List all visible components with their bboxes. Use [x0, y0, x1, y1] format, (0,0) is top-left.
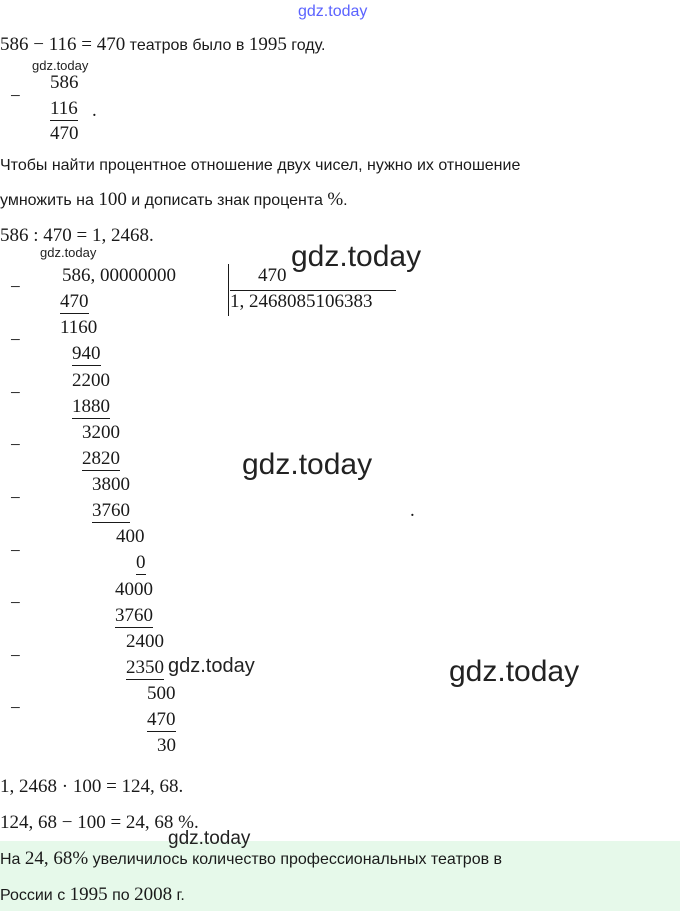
- division-divisor: 470: [258, 265, 287, 286]
- division-minus-sign: −: [10, 277, 21, 298]
- subtraction-minuend: 586: [50, 72, 79, 93]
- watermark-big-3: gdz.today: [449, 655, 580, 688]
- line1-year: 1995: [248, 34, 287, 55]
- watermark-big-2: gdz.today: [242, 448, 373, 481]
- division-minus-sign: −: [10, 698, 21, 719]
- division-step: 500: [147, 683, 176, 704]
- subtraction-result: 470: [50, 123, 79, 144]
- division-step: 400: [116, 526, 145, 547]
- division-vertical-bar: [228, 264, 229, 316]
- answer-year-start: 1995: [69, 884, 108, 905]
- division-minus-sign: −: [10, 435, 21, 456]
- division-step: 1880: [72, 396, 110, 417]
- watermark-top: gdz.today: [298, 3, 368, 20]
- answer-d: по: [107, 887, 135, 904]
- line1-text: театров было в: [125, 37, 249, 54]
- percent-explanation-line1: Чтобы найти процентное отношение двух чисел, нужно их отношение: [0, 157, 521, 174]
- watermark-small-1: gdz.today: [32, 58, 89, 73]
- division-step: 2350: [126, 657, 164, 678]
- division-minus-sign: −: [10, 593, 21, 614]
- division-step: 1160: [60, 317, 98, 338]
- division-step: 940: [72, 343, 101, 364]
- division-step: 3800: [92, 474, 130, 495]
- division-step: 2400: [126, 631, 164, 652]
- answer-line1: [0, 848, 502, 870]
- answer-c: России с: [0, 887, 70, 904]
- division-step: 2820: [82, 448, 120, 469]
- para-line2-number: 100: [98, 189, 127, 210]
- division-minus-sign: −: [10, 646, 21, 667]
- division-minus-sign: −: [10, 541, 21, 562]
- subtraction-minus-sign: −: [10, 86, 21, 107]
- watermark-small-2: gdz.today: [40, 245, 97, 260]
- answer-percent: 24, 68%: [24, 848, 89, 869]
- subtraction-dot: .: [92, 100, 97, 121]
- answer-a: На: [0, 851, 25, 868]
- calc-percent-difference: 124, 68 − 100 = 24, 68 %.: [0, 812, 199, 833]
- division-step: 470: [147, 709, 176, 730]
- subtraction-subtrahend: 116: [50, 98, 78, 119]
- ratio-expression: 586 : 470 = 1, 2468.: [0, 225, 154, 246]
- para-line2-end: .: [343, 192, 348, 209]
- watermark-big-1: gdz.today: [291, 240, 422, 273]
- division-step: 4000: [115, 579, 153, 600]
- subtraction-expression: 586 − 116 = 470: [0, 34, 126, 55]
- division-minus-sign: −: [10, 488, 21, 509]
- division-step: 3760: [115, 605, 153, 626]
- stray-dot: .: [410, 500, 415, 521]
- division-dividend: 586, 00000000: [62, 265, 176, 286]
- para-line2-a: умножить на: [0, 192, 99, 209]
- watermark-mid: gdz.today: [168, 655, 255, 677]
- para-line2-percent: %: [327, 189, 344, 210]
- division-minus-sign: −: [10, 383, 21, 404]
- division-step: 3760: [92, 500, 130, 521]
- division-step: 30: [157, 735, 176, 756]
- division-minus-sign: −: [10, 330, 21, 351]
- division-quotient: 1, 2468085106383: [230, 290, 396, 313]
- percent-explanation-line2: [0, 189, 348, 211]
- calc-multiplication: 1, 2468 · 100 = 124, 68.: [0, 776, 184, 797]
- para-line2-b: и дописать знак процента: [126, 192, 328, 209]
- division-step: 0: [136, 552, 146, 573]
- answer-e: г.: [172, 887, 185, 904]
- watermark-mid-2: gdz.today: [168, 828, 251, 849]
- line-theatres-1995: [0, 34, 325, 56]
- answer-year-end: 2008: [134, 884, 173, 905]
- division-step: 2200: [72, 370, 110, 391]
- answer-b: увеличилось количество профессиональных театров в: [88, 851, 503, 868]
- division-step: 470: [60, 291, 89, 312]
- line1-tail: году.: [286, 37, 326, 54]
- answer-line2: [0, 884, 185, 906]
- division-step: 3200: [82, 422, 120, 443]
